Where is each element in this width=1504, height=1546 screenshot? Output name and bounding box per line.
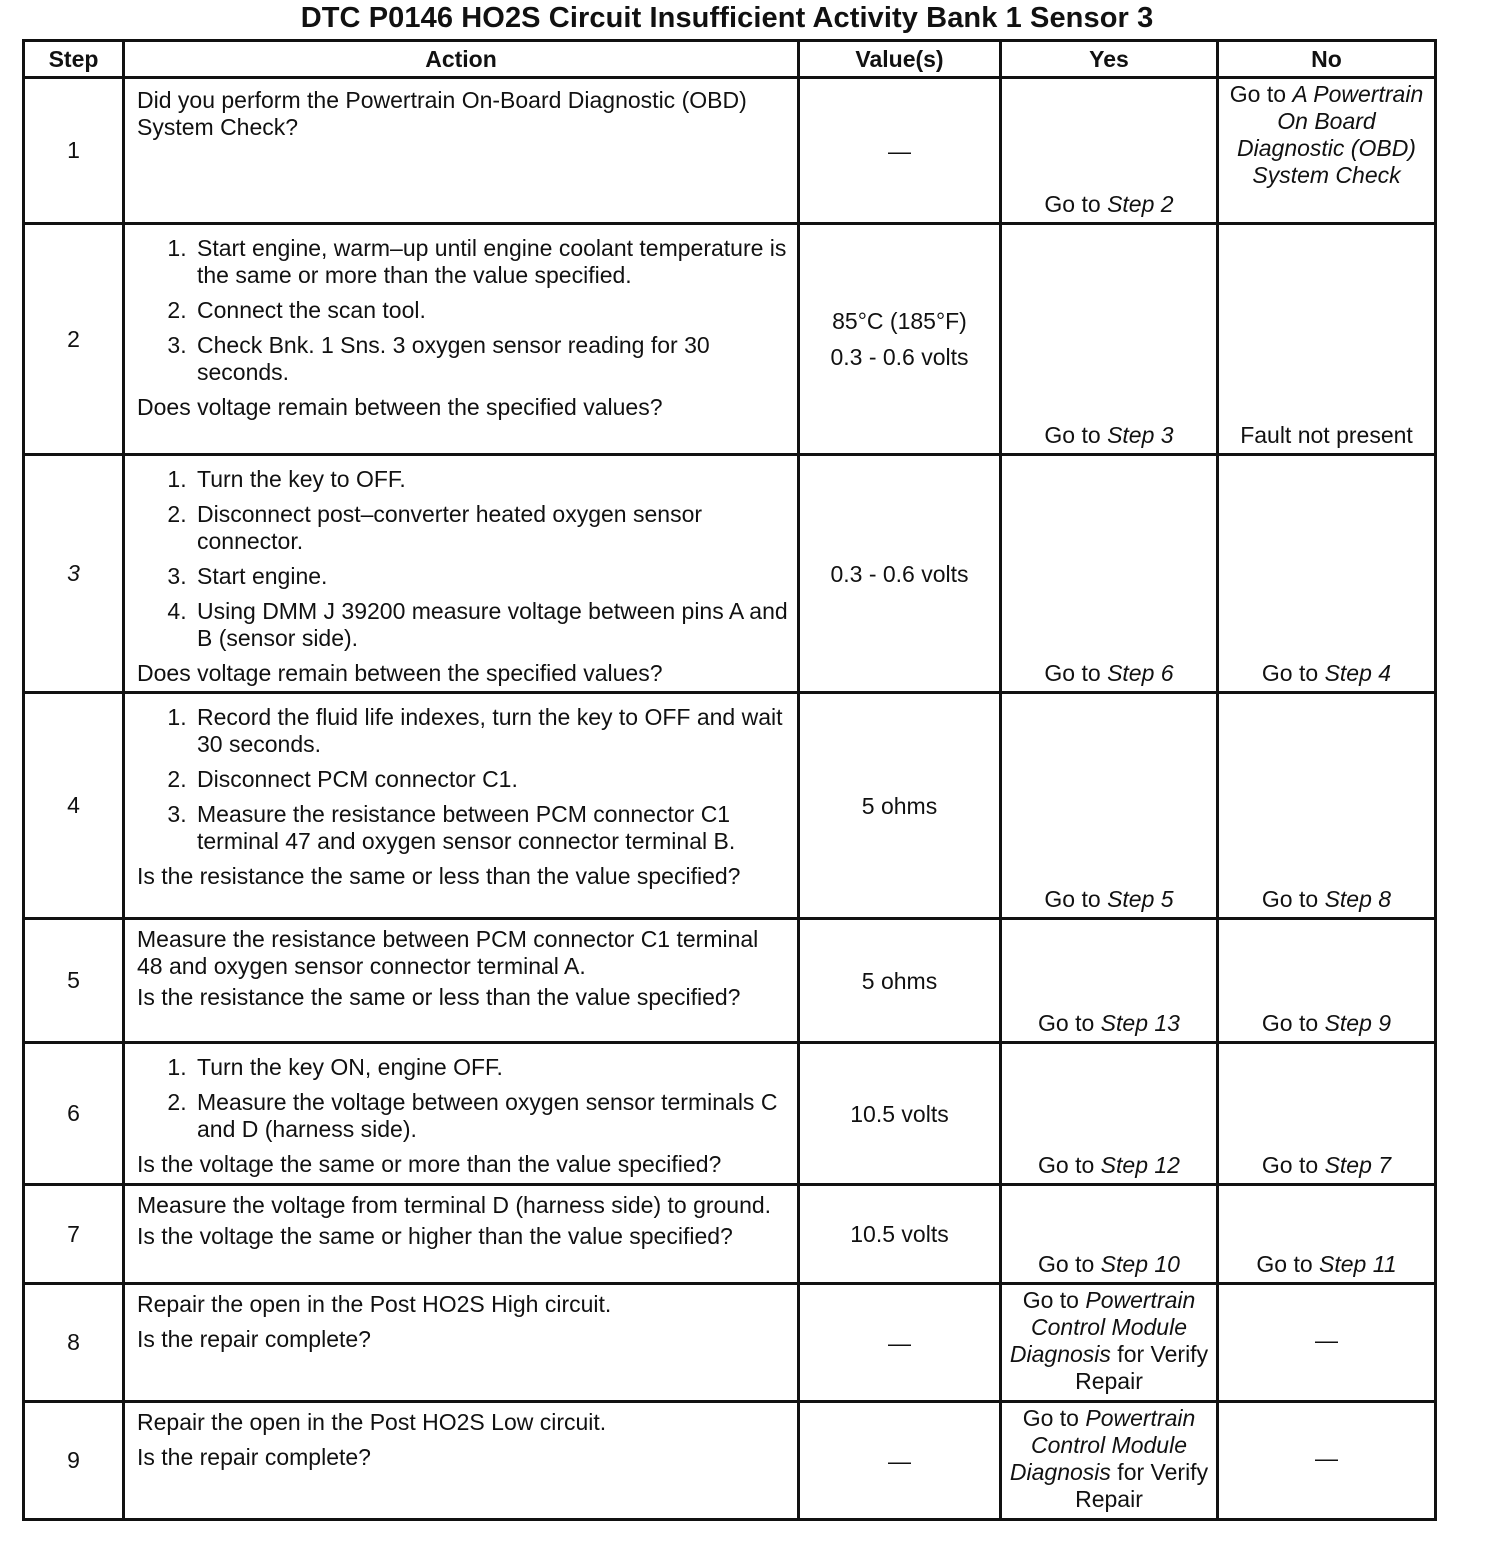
step-number: 7 — [24, 1185, 124, 1284]
action-item: 1. Turn the key to OFF. — [193, 466, 789, 493]
yes-prefix: Go to — [1044, 422, 1108, 448]
value-text: 0.3 - 0.6 volts — [830, 344, 969, 370]
step-number: 1 — [24, 78, 124, 224]
value-text: 10.5 volts — [850, 1221, 949, 1247]
no-cell — [1218, 1402, 1436, 1520]
no-text: — — [1315, 1327, 1338, 1353]
yes-link[interactable]: Step 12 — [1100, 1152, 1180, 1178]
action-item: 3. Start engine. — [193, 563, 789, 590]
yes-cell[interactable] — [1001, 224, 1218, 455]
action-list — [137, 704, 789, 855]
no-link[interactable]: Step 9 — [1324, 1010, 1392, 1036]
no-link[interactable]: A Powertrain On Board Diagnostic (OBD) System Check — [1237, 81, 1424, 188]
no-text: Fault not present — [1240, 422, 1413, 448]
action-text: Repair the open in the Post HO2S Low circuit. — [137, 1409, 607, 1435]
no-cell[interactable] — [1218, 919, 1436, 1043]
yes-cell[interactable] — [1001, 1402, 1218, 1520]
action-list — [137, 1054, 789, 1143]
action-cell — [124, 78, 799, 224]
header-values: Value(s) — [799, 41, 1001, 78]
no-link[interactable]: Step 8 — [1324, 886, 1392, 912]
yes-prefix: Go to — [1044, 660, 1108, 686]
action-cell — [124, 1185, 799, 1284]
step-number: 4 — [24, 693, 124, 919]
yes-prefix: Go to — [1038, 1152, 1101, 1178]
value-cell — [799, 455, 1001, 693]
diagnostic-table — [22, 39, 1437, 1521]
page-title: DTC P0146 HO2S Circuit Insufficient Activity Bank 1 Sensor 3 — [300, 2, 1154, 34]
no-link[interactable]: Step 7 — [1324, 1152, 1392, 1178]
action-text: Repair the open in the Post HO2S High circuit. — [137, 1291, 612, 1317]
table-row — [24, 224, 1436, 455]
action-item: 3. Check Bnk. 1 Sns. 3 oxygen sensor reading for 30 seconds. — [193, 332, 789, 386]
value-cell — [799, 1185, 1001, 1284]
yes-link[interactable]: Step 10 — [1100, 1251, 1180, 1277]
value-cell — [799, 1284, 1001, 1402]
step-number: 3 — [24, 455, 124, 693]
yes-link[interactable]: Step 13 — [1100, 1010, 1180, 1036]
value-text: 5 ohms — [861, 792, 938, 819]
action-cell — [124, 693, 799, 919]
no-prefix: Go to — [1261, 1010, 1325, 1036]
yes-cell[interactable] — [1001, 919, 1218, 1043]
value-cell — [799, 1402, 1001, 1520]
action-cell — [124, 1043, 799, 1185]
action-item: 2. Measure the voltage between oxygen sensor terminals C and D (harness side). — [193, 1089, 789, 1143]
value-cell — [799, 919, 1001, 1043]
value-cell — [799, 1043, 1001, 1185]
value-text: 10.5 volts — [850, 1100, 949, 1127]
value-cell — [799, 693, 1001, 919]
yes-link[interactable]: Powertrain Control Module Diagnosis — [1009, 1405, 1196, 1485]
action-question: Is the repair complete? — [137, 1326, 371, 1352]
no-prefix: Go to — [1261, 1152, 1325, 1178]
no-cell[interactable] — [1218, 455, 1436, 693]
action-cell — [124, 455, 799, 693]
no-prefix: Go to — [1261, 886, 1325, 912]
no-link[interactable]: Step 4 — [1324, 660, 1392, 686]
no-prefix: Go to — [1261, 660, 1325, 686]
step-number: 8 — [24, 1284, 124, 1402]
action-item: 1. Start engine, warm–up until engine coolant temperature is the same or more than the value specified. — [193, 235, 789, 289]
action-item: 2. Disconnect post–converter heated oxygen sensor connector. — [193, 501, 789, 555]
action-item: 1. Turn the key ON, engine OFF. — [193, 1054, 789, 1081]
yes-cell[interactable] — [1001, 693, 1218, 919]
action-text: Measure the voltage from terminal D (harness side) to ground. — [137, 1192, 772, 1218]
yes-prefix: Go to — [1022, 1287, 1086, 1313]
action-item: 2. Connect the scan tool. — [193, 297, 789, 324]
yes-cell[interactable] — [1001, 1043, 1218, 1185]
value-cell — [799, 78, 1001, 224]
no-cell — [1218, 224, 1436, 455]
action-item: 2. Disconnect PCM connector C1. — [193, 766, 789, 793]
action-question: Is the voltage the same or higher than the value specified? — [137, 1223, 733, 1249]
no-prefix: Go to — [1256, 1251, 1320, 1277]
step-number: 2 — [24, 224, 124, 455]
value-text: 5 ohms — [861, 967, 938, 994]
action-question: Is the repair complete? — [137, 1444, 371, 1470]
no-cell — [1218, 1284, 1436, 1402]
action-question: Does voltage remain between the specified values? — [137, 394, 663, 420]
table-row — [24, 693, 1436, 919]
header-step: Step — [24, 41, 124, 78]
value-text: — — [888, 1447, 911, 1474]
step-number: 5 — [24, 919, 124, 1043]
yes-prefix: Go to — [1044, 886, 1108, 912]
no-cell[interactable] — [1218, 1185, 1436, 1284]
action-question: Is the resistance the same or less than the value specified? — [137, 863, 741, 889]
table-header-row — [24, 41, 1436, 78]
action-item: 4. Using DMM J 39200 measure voltage between pins A and B (sensor side). — [193, 598, 789, 652]
action-cell — [124, 1402, 799, 1520]
action-cell — [124, 224, 799, 455]
no-cell[interactable] — [1218, 1043, 1436, 1185]
value-cell — [799, 224, 1001, 455]
action-list — [137, 466, 789, 652]
no-text: — — [1315, 1445, 1338, 1471]
yes-prefix: Go to — [1044, 191, 1108, 217]
header-no: No — [1218, 41, 1436, 78]
yes-prefix: Go to — [1022, 1405, 1086, 1431]
action-item: 1. Record the fluid life indexes, turn the key to OFF and wait 30 seconds. — [193, 704, 789, 758]
yes-suffix: for Verify Repair — [1075, 1341, 1209, 1394]
action-item: 3. Measure the resistance between PCM connector C1 terminal 47 and oxygen sensor connector terminal B. — [193, 801, 789, 855]
table-row — [24, 1185, 1436, 1284]
action-question: Does voltage remain between the specified values? — [137, 660, 663, 686]
value-text: — — [888, 137, 911, 164]
action-question: Is the voltage the same or more than the value specified? — [137, 1151, 722, 1177]
yes-cell[interactable] — [1001, 455, 1218, 693]
table-row — [24, 919, 1436, 1043]
action-question: Is the resistance the same or less than the value specified? — [137, 984, 741, 1010]
no-cell[interactable] — [1218, 693, 1436, 919]
table-row — [24, 455, 1436, 693]
table-row — [24, 1402, 1436, 1520]
yes-cell[interactable] — [1001, 1185, 1218, 1284]
yes-cell[interactable] — [1001, 1284, 1218, 1402]
no-cell[interactable] — [1218, 78, 1436, 224]
yes-prefix: Go to — [1038, 1251, 1101, 1277]
yes-suffix: for Verify Repair — [1075, 1459, 1209, 1512]
table-row — [24, 1043, 1436, 1185]
action-text: Did you perform the Powertrain On-Board Diagnostic (OBD) System Check? — [137, 87, 747, 140]
yes-link[interactable]: Step 3 — [1107, 422, 1174, 448]
action-cell — [124, 1284, 799, 1402]
yes-prefix: Go to — [1038, 1010, 1101, 1036]
no-link[interactable]: Step 11 — [1319, 1251, 1397, 1277]
header-action: Action — [124, 41, 799, 78]
action-list — [137, 235, 789, 386]
yes-cell[interactable] — [1001, 78, 1218, 224]
table-row — [24, 78, 1436, 224]
step-number: 9 — [24, 1402, 124, 1520]
yes-link[interactable]: Powertrain Control Module Diagnosis — [1009, 1287, 1196, 1367]
yes-link[interactable]: Step 5 — [1107, 886, 1174, 912]
yes-link[interactable]: Step 2 — [1107, 191, 1174, 217]
no-prefix: Go to — [1229, 81, 1293, 107]
value-text: — — [888, 1329, 911, 1356]
value-text: 85°C (185°F) — [832, 308, 967, 334]
header-yes: Yes — [1001, 41, 1218, 78]
value-text: 0.3 - 0.6 volts — [830, 560, 969, 587]
action-text: Measure the resistance between PCM connector C1 terminal 48 and oxygen sensor connector terminal A. — [137, 926, 759, 979]
step-number: 6 — [24, 1043, 124, 1185]
action-cell — [124, 919, 799, 1043]
table-row — [24, 1284, 1436, 1402]
yes-link[interactable]: Step 6 — [1107, 660, 1174, 686]
